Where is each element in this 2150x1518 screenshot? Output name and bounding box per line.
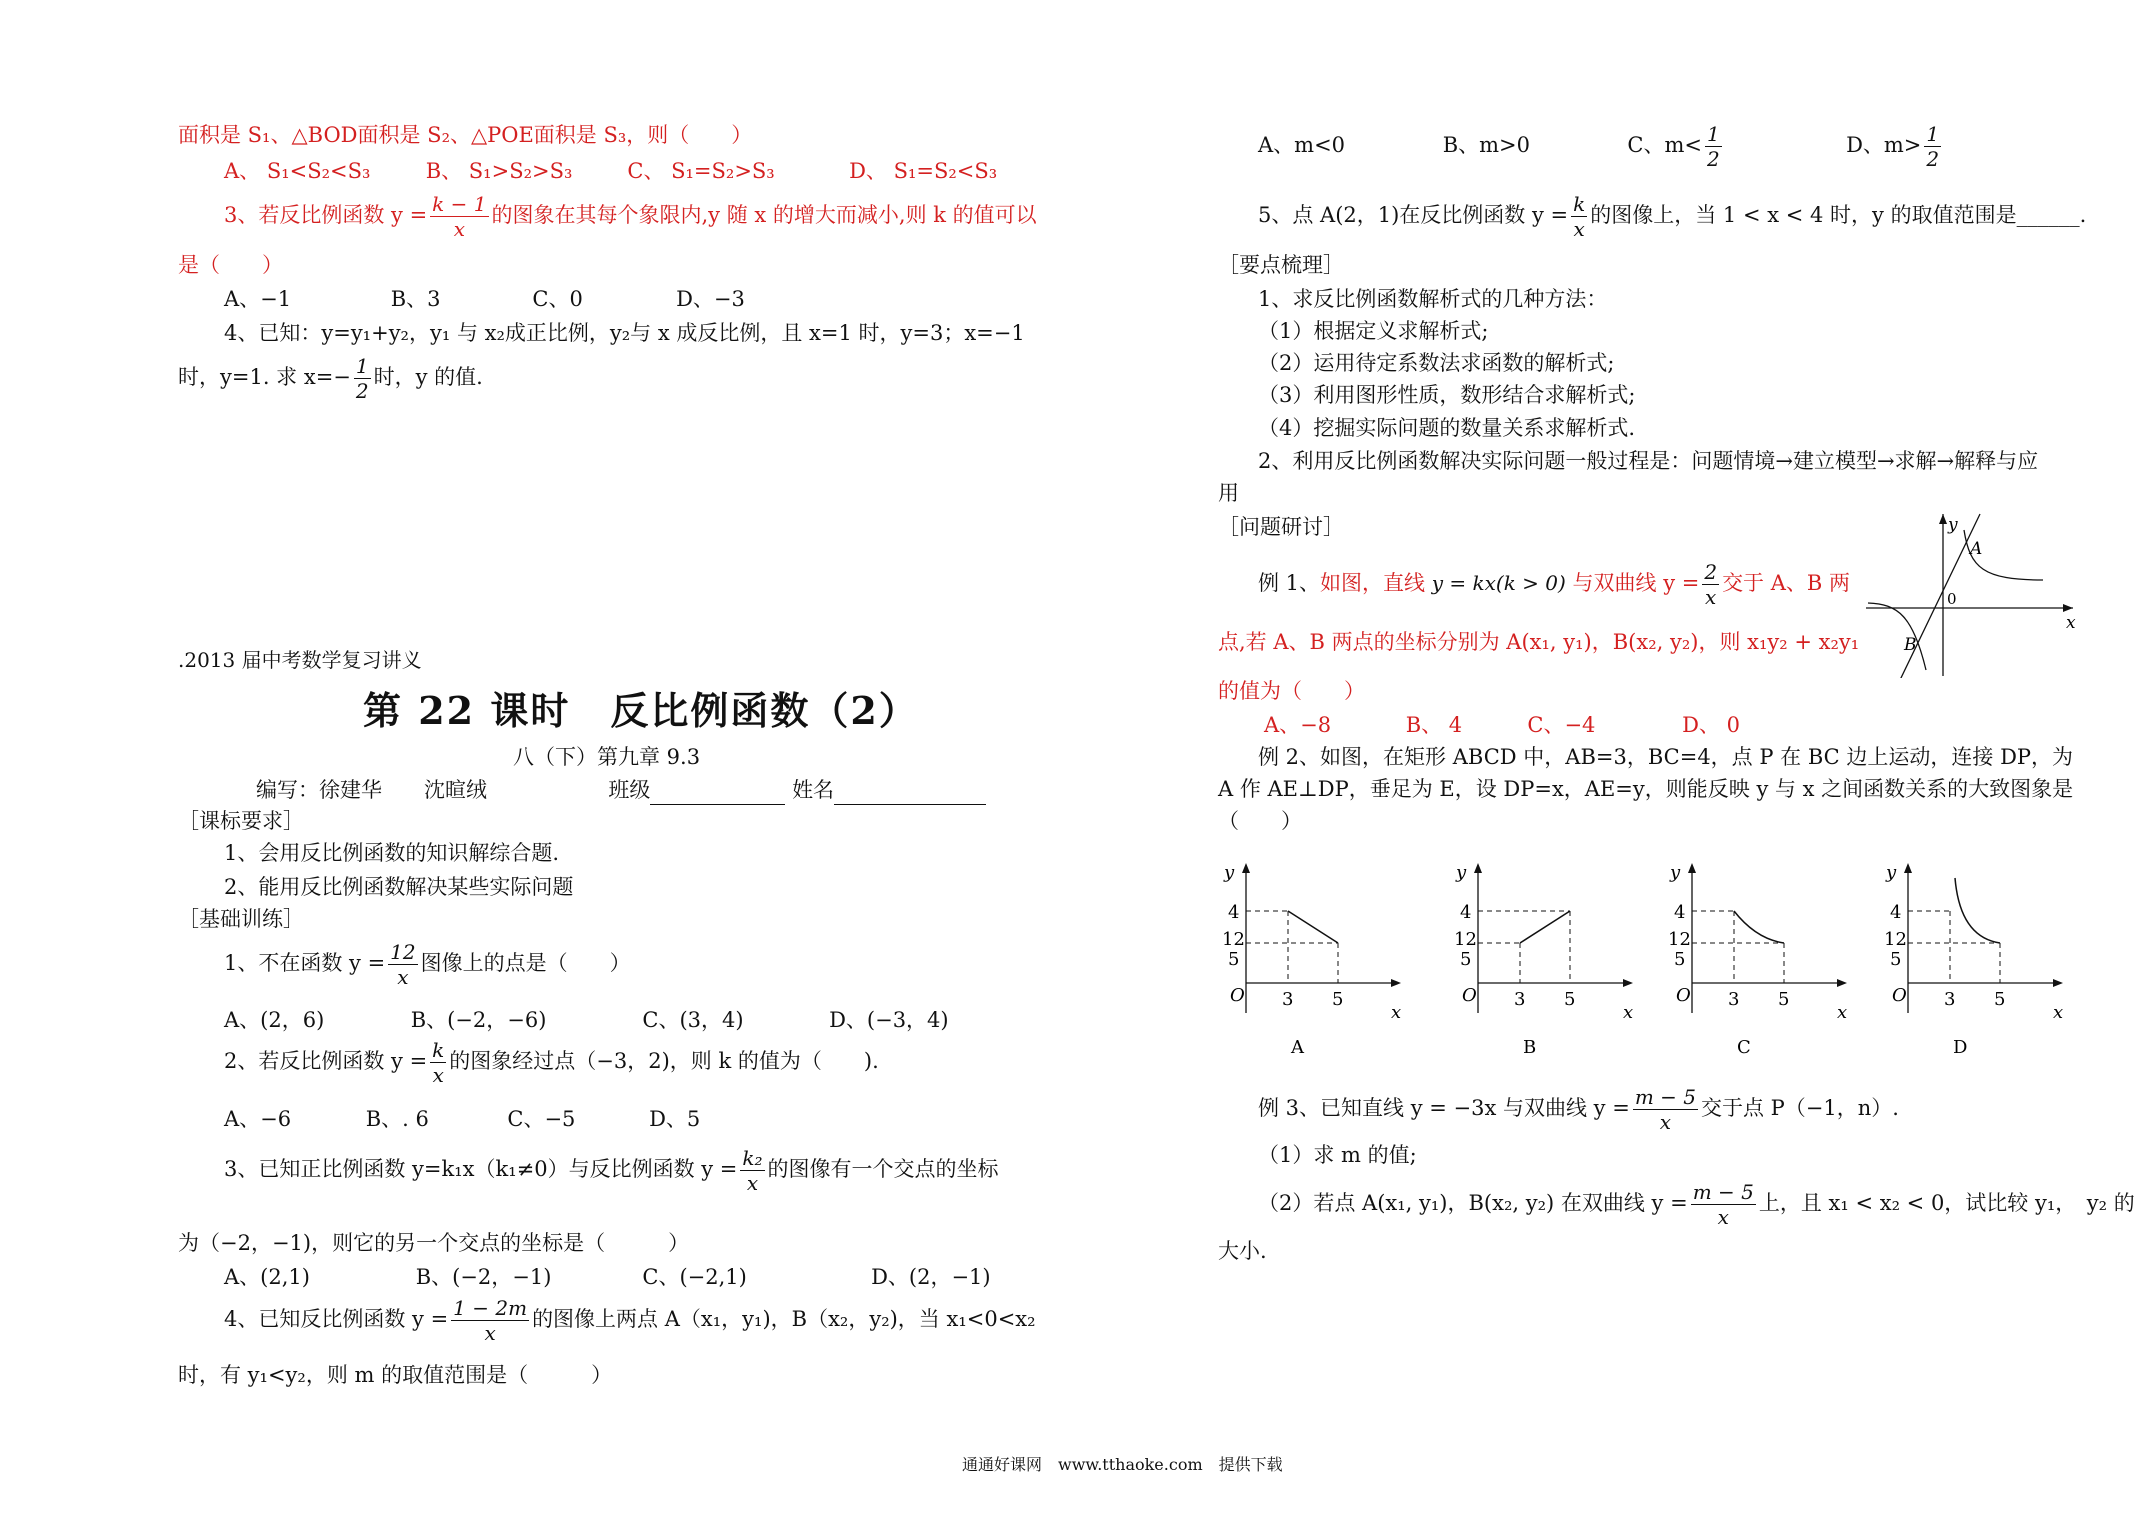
origin-label: O — [1892, 985, 1907, 1006]
q3-fraction — [430, 192, 488, 241]
x-label: x — [1837, 1002, 1848, 1023]
b4-line2: 时，有 y₁<y₂，则 m 的取值范围是（ ） — [178, 1363, 613, 1387]
ex3-q2-fraction — [1691, 1180, 1756, 1229]
ex3-q1: （1）求 m 的值; — [1258, 1143, 1417, 1167]
tick-4: 4 — [1890, 902, 1902, 923]
b4-options — [1258, 122, 1944, 171]
y-label: y — [1456, 862, 1467, 883]
ex3-q2-text-post: 上，且 x₁ < x₂ < 0，试比较 y₁， y₂ 的 — [1758, 1191, 2135, 1215]
tick-4: 4 — [1228, 902, 1240, 923]
author-line — [256, 775, 986, 805]
q4-line2 — [178, 354, 483, 403]
ex2-line1: 例 2、如图，在矩形 ABCD 中，AB=3，BC=4，点 P 在 BC 边上运动，连接 DP，为 — [1258, 745, 2074, 769]
option-b: B、 S₁>S₂>S₃ — [425, 159, 573, 183]
ex1-line-equation: y = kx(k > 0) — [1431, 571, 1566, 595]
option-d: D、 S₁=S₂<S₃ — [849, 159, 998, 183]
y-label: y — [1886, 862, 1897, 883]
q4-fraction — [354, 354, 371, 403]
y-label: y — [1224, 862, 1235, 883]
ex1-options — [1264, 710, 1740, 740]
name-label: 姓名 — [792, 778, 835, 802]
requirement-2: 2、能用反比例函数解决某些实际问题 — [224, 875, 574, 899]
basic-q5 — [1258, 192, 2086, 241]
basic-q1 — [224, 940, 631, 989]
graph-curve — [1734, 911, 1784, 943]
option-d: D、(2，−1) — [871, 1265, 991, 1289]
ex1-line3: 的值为（ ） — [1218, 679, 1365, 703]
y-label: y — [1948, 515, 1958, 535]
requirement-1: 1、会用反比例函数的知识解综合题. — [224, 841, 560, 865]
option-a: A、(2,1) — [224, 1265, 310, 1289]
ex3-q2 — [1258, 1180, 2135, 1229]
ex3-q2-text: （2）若点 A(x₁, y₁)，B(x₂, y₂) 在双曲线 y = — [1258, 1191, 1688, 1215]
example-1-figure — [1858, 508, 2088, 678]
y-axis-arrow — [1242, 863, 1250, 873]
option-b: B、(−2，−1) — [415, 1265, 552, 1289]
b1-fraction — [388, 940, 417, 989]
basic-q2 — [224, 1038, 879, 1087]
section-basic: ［基础训练］ — [178, 907, 304, 931]
tick-x5: 5 — [1332, 989, 1344, 1010]
tick-4: 4 — [1460, 902, 1472, 923]
option-d: D、−3 — [676, 287, 745, 311]
x-label: x — [1391, 1002, 1402, 1023]
ex3-fraction — [1633, 1085, 1698, 1134]
page-footer: 通通好课网 www.tthaoke.com 提供下载 — [962, 1455, 1283, 1474]
option-a: A、 S₁<S₂<S₃ — [224, 159, 371, 183]
b1-text: 1、不在函数 y = — [224, 951, 386, 975]
origin-label: O — [1462, 985, 1477, 1006]
point-1-3: （3）利用图形性质，数形结合求解析式; — [1258, 383, 1636, 407]
ex2-line3: （ ） — [1218, 809, 1302, 833]
graph-curve — [1955, 878, 2000, 943]
tick-12: 12 — [1884, 929, 1907, 950]
b1-text-post: 图像上的点是（ ） — [420, 951, 631, 975]
point-1-1: （1）根据定义求解析式; — [1258, 319, 1489, 343]
x-axis-arrow — [1837, 979, 1847, 987]
option-d: D、 0 — [1682, 713, 1740, 737]
tick-x5: 5 — [1778, 989, 1790, 1010]
option-d: D、5 — [649, 1107, 701, 1131]
option-b: B、3 — [390, 287, 441, 311]
b5-text: 5、点 A(2，1)在反比例函数 y = — [1258, 203, 1569, 227]
ex1-text-3: 交于 A、B 两 — [1722, 571, 1851, 595]
choice-label-b: B — [1523, 1037, 1537, 1058]
b3-fraction — [740, 1146, 764, 1195]
option-c: C、−4 — [1527, 713, 1596, 737]
ex3-text: 例 3、已知直线 y = −3x 与双曲线 y = — [1258, 1096, 1630, 1120]
b2-denominator: x — [432, 1063, 444, 1087]
option-c: C、 S₁=S₂>S₃ — [627, 159, 775, 183]
section-discussion: ［问题研讨］ — [1218, 515, 1344, 539]
option-b: B、(−2，−6) — [410, 1008, 547, 1032]
y-axis-arrow — [1474, 863, 1482, 873]
ex1-fraction — [1702, 560, 1719, 609]
ex2-line2: A 作 AE⊥DP，垂足为 E，设 DP=x，AE=y，则能反映 y 与 x 之间函数关系的大致图象是 — [1218, 777, 2074, 801]
option-c-text: C、m< — [1627, 133, 1702, 157]
question-3 — [224, 192, 1037, 241]
q4-text-post: 时，y 的值. — [373, 365, 483, 389]
b3-text-post: 的图像有一个交点的坐标 — [767, 1157, 999, 1181]
option-c: C、(3，4) — [642, 1008, 744, 1032]
numerator: 1 — [1706, 122, 1720, 146]
b3-numerator: k₂ — [742, 1146, 763, 1170]
q3-text-post: 的图象在其每个象限内,y 随 x 的增大而减小,则 k 的值可以 — [491, 203, 1037, 227]
b4-text: 4、已知反比例函数 y = — [224, 1307, 449, 1331]
q3-line2: 是（ ） — [178, 253, 283, 277]
b1-denominator: x — [397, 965, 409, 989]
b2-options — [224, 1104, 700, 1134]
ex1-text-2: 与双曲线 y = — [1572, 571, 1700, 595]
b4-text-post: 的图像上两点 A（x₁，y₁)，B（x₂，y₂)，当 x₁<0<x₂ — [532, 1307, 1036, 1331]
tick-x3: 3 — [1944, 989, 1956, 1010]
basic-q4 — [224, 1296, 1036, 1345]
top-question-options — [224, 156, 997, 186]
b1-numerator: 12 — [390, 940, 416, 964]
point-a-label: A — [1970, 539, 1983, 559]
x-axis-arrow — [1623, 979, 1633, 987]
tick-x3: 3 — [1282, 989, 1294, 1010]
x-axis-arrow — [1391, 979, 1401, 987]
b2-text: 2、若反比例函数 y = — [224, 1049, 428, 1073]
point-b-label: B — [1904, 635, 1917, 655]
b3-denominator: x — [746, 1171, 759, 1195]
class-label: 班级 — [608, 778, 651, 802]
tick-5: 5 — [1460, 949, 1472, 970]
top-question-line: 面积是 S₁、△BOD面积是 S₂、△POE面积是 S₃，则（ ） — [178, 123, 753, 147]
option-d: D、(−3，4) — [829, 1008, 949, 1032]
graph-line — [1520, 911, 1570, 943]
ex3-denominator: x — [1659, 1110, 1672, 1134]
graph-a — [1218, 848, 1418, 1058]
b5-text-post: 的图像上，当 1 < x < 4 时，y 的取值范围是______. — [1590, 203, 2087, 227]
x-label: x — [1623, 1002, 1634, 1023]
graph-line — [1288, 911, 1338, 943]
b2-text-post: 的图象经过点（−3，2)，则 k 的值为（ ). — [449, 1049, 879, 1073]
y-label: y — [1670, 862, 1681, 883]
ex3-numerator: m − 5 — [1634, 1085, 1696, 1109]
example-1 — [1258, 560, 1850, 609]
authors: 编写：徐建华 沈暄绒 — [256, 778, 487, 802]
x-axis-arrow — [2063, 604, 2073, 612]
tick-4: 4 — [1674, 902, 1686, 923]
option-a: A、m<0 — [1258, 133, 1346, 157]
b4-denominator: x — [484, 1321, 496, 1345]
section-curriculum: ［课标要求］ — [178, 809, 304, 833]
class-blank[interactable] — [650, 784, 785, 805]
graph-b — [1450, 848, 1650, 1058]
series-heading: .2013 届中考数学复习讲义 — [178, 648, 422, 672]
b3-line2: 为（−2，−1)，则它的另一个交点的坐标是（ ） — [178, 1231, 690, 1255]
ex1-line2: 点,若 A、B 两点的坐标分别为 A(x₁, y₁)，B(x₂, y₂)，则 x₁y₂ + x₂y₁ — [1218, 630, 1860, 654]
q3-denominator: x — [453, 217, 465, 241]
section-key-points: ［要点梳理］ — [1218, 253, 1344, 277]
option-d-fraction — [1924, 122, 1941, 171]
tick-5: 5 — [1228, 949, 1240, 970]
tick-5: 5 — [1674, 949, 1686, 970]
b4-fraction — [451, 1296, 529, 1345]
b2-numerator: k — [432, 1038, 445, 1062]
x-label: x — [2053, 1002, 2064, 1023]
b4-numerator: 1 − 2m — [453, 1296, 528, 1320]
denominator: 2 — [1706, 147, 1720, 171]
tick-12: 12 — [1222, 929, 1245, 950]
tick-12: 12 — [1454, 929, 1477, 950]
b2-fraction — [430, 1038, 446, 1087]
ex1-label: 例 1、 — [1258, 571, 1321, 595]
basic-q3 — [224, 1146, 999, 1195]
b5-denominator: x — [1573, 217, 1585, 241]
choice-label-d: D — [1953, 1037, 1968, 1058]
denominator: x — [1717, 1205, 1729, 1229]
option-a: A、−8 — [1264, 713, 1332, 737]
point-2: 2、利用反比例函数解决实际问题一般过程是：问题情境→建立模型→求解→解释与应 — [1258, 449, 2039, 473]
origin-label: 0 — [1947, 590, 1957, 608]
b5-fraction — [1571, 192, 1587, 241]
option-b: B、m>0 — [1442, 133, 1530, 157]
name-blank[interactable] — [834, 784, 986, 805]
point-1: 1、求反比例函数解析式的几种方法： — [1258, 287, 1608, 311]
y-axis-arrow — [1688, 863, 1696, 873]
x-axis-arrow — [2053, 979, 2063, 987]
page-title: 第 22 课时 反比例函数（2） — [363, 688, 919, 733]
option-d — [1846, 122, 1944, 171]
origin-label: O — [1676, 985, 1691, 1006]
choice-label-a: A — [1291, 1037, 1304, 1058]
subtitle: 八（下）第九章 9.3 — [513, 745, 701, 769]
ex3-text-post: 交于点 P（−1，n）. — [1700, 1096, 1899, 1120]
ex1-denominator: x — [1705, 585, 1717, 609]
b5-numerator: k — [1573, 192, 1586, 216]
point-1-4: （4）挖掘实际问题的数量关系求解析式. — [1258, 416, 1636, 440]
tick-x3: 3 — [1728, 989, 1740, 1010]
ex3-q2-end: 大小. — [1218, 1239, 1267, 1263]
hyperbola-branch-2 — [1868, 603, 1926, 670]
numerator: 1 — [1926, 122, 1940, 146]
ex2-graphs — [1218, 848, 2098, 1068]
denominator: 2 — [1926, 147, 1940, 171]
tick-12: 12 — [1668, 929, 1691, 950]
example-3 — [1258, 1085, 1899, 1134]
tick-x5: 5 — [1564, 989, 1576, 1010]
option-a: A、(2，6) — [224, 1008, 325, 1032]
choice-label-c: C — [1737, 1037, 1751, 1058]
option-a: A、−6 — [224, 1107, 292, 1131]
option-c: C、−5 — [507, 1107, 576, 1131]
graph-d — [1880, 848, 2080, 1058]
y-axis-arrow — [1904, 863, 1912, 873]
q3-numerator: k − 1 — [432, 192, 487, 216]
graph-c — [1664, 848, 1864, 1058]
q4-text: 时，y=1. 求 x=− — [178, 365, 351, 389]
option-b: B、 4 — [1405, 713, 1463, 737]
q4-numerator: 1 — [355, 354, 369, 378]
q4-line1: 4、已知：y=y₁+y₂，y₁ 与 x₂成正比例，y₂与 x 成反比例，且 x=1 时，y=3；x=−1 — [224, 321, 1025, 345]
x-label: x — [2066, 613, 2076, 633]
option-d-text: D、m> — [1846, 133, 1922, 157]
q3-text: 3、若反比例函数 y = — [224, 203, 428, 227]
option-a: A、−1 — [224, 287, 292, 311]
ex1-text-1: 如图，直线 — [1320, 571, 1426, 595]
y-axis-arrow — [1939, 514, 1947, 524]
tick-x3: 3 — [1514, 989, 1526, 1010]
b3-options — [224, 1262, 991, 1292]
q4-denominator: 2 — [355, 379, 369, 403]
point-1-2: （2）运用待定系数法求函数的解析式; — [1258, 351, 1615, 375]
q3-options — [224, 284, 745, 314]
option-c-fraction — [1705, 122, 1722, 171]
b1-options — [224, 1005, 949, 1035]
origin-label: O — [1230, 985, 1245, 1006]
tick-5: 5 — [1890, 949, 1902, 970]
option-b: B、. 6 — [365, 1107, 429, 1131]
option-c: C、(−2,1) — [642, 1265, 747, 1289]
tick-x5: 5 — [1994, 989, 2006, 1010]
option-c: C、0 — [532, 287, 583, 311]
point-2-end: 用 — [1218, 481, 1239, 505]
option-c — [1627, 122, 1839, 171]
numerator: m − 5 — [1692, 1180, 1754, 1204]
b3-text: 3、已知正比例函数 y=k₁x（k₁≠0）与反比例函数 y = — [224, 1157, 738, 1181]
ex1-numerator: 2 — [1704, 560, 1718, 584]
